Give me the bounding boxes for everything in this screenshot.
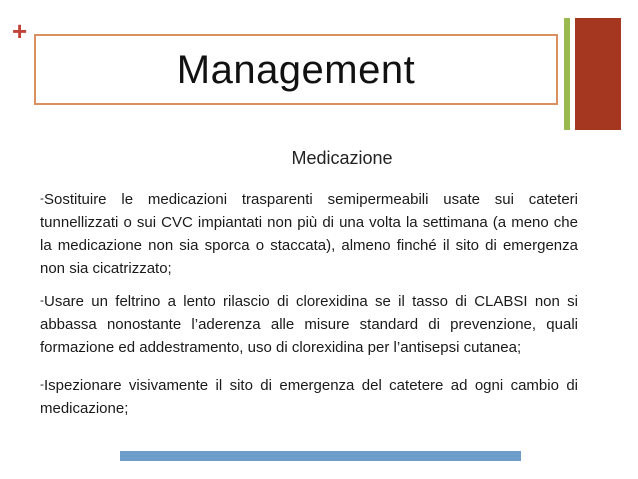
paragraph-text: Ispezionare visivamente il sito di emergenza del catetere ad ogni cambio di medicazione; [40, 377, 578, 417]
paragraph-dash: - [40, 377, 44, 391]
paragraph-dash: - [40, 191, 44, 205]
paragraph-chlorhexidine-sponge [40, 289, 578, 359]
title-box [34, 34, 558, 105]
slide-subtitle: Medicazione [291, 148, 393, 168]
plus-icon: + [12, 16, 28, 46]
green-accent-bar [564, 18, 570, 130]
slide-title: Management [176, 48, 416, 92]
paragraph-dressing-change [40, 187, 578, 280]
paragraph-site-inspection [40, 373, 578, 420]
paragraph-text: Usare un feltrino a lento rilascio di clorexidina se il tasso di CLABSI non si abbassa nonostante l’aderenza alle misure standard di prevenzione, quali formazione ed addestramento, uso di clorexidina per l’antisepsi cutanea; [40, 293, 578, 356]
red-accent-block [575, 18, 621, 130]
paragraph-text: Sostituire le medicazioni trasparenti semipermeabili usate sui cateteri tunnellizzati o sui CVC impiantati non più di una volta la settimana (a meno che la medicazione non sia sporca o staccata), almeno finché il sito di emergenza non sia cicatrizzato; [40, 191, 578, 277]
bottom-accent-bar [120, 451, 521, 461]
paragraph-dash: - [40, 293, 44, 307]
